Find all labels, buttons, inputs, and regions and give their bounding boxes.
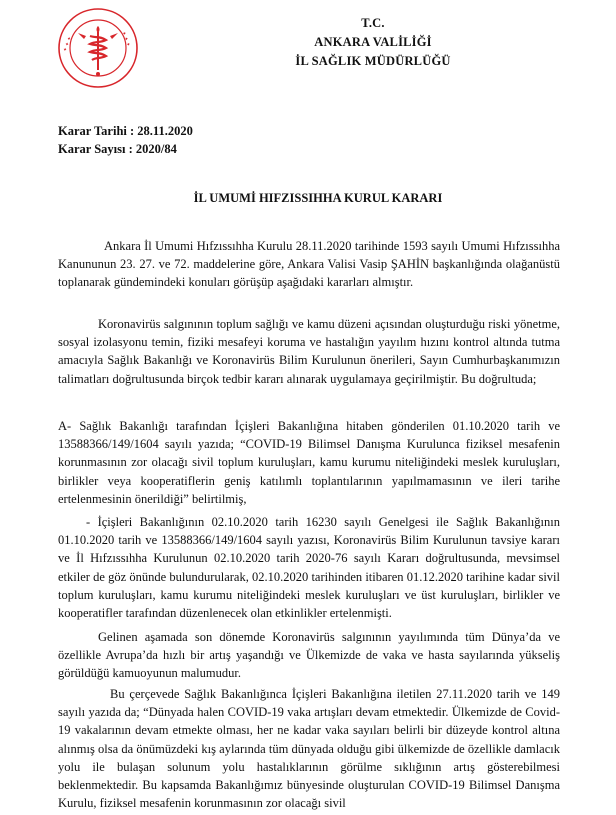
country-line: T.C.	[361, 16, 385, 30]
paragraph-section-a: A- Sağlık Bakanlığı tarafından İçişleri Bakanlığına hitaben gönderilen 01.10.2020 tarih ve 13588366/149/1604 sayılı yazıda; “COVID-19 Bilimsel Danışma Kurulunca fiziksel mesafenin korunmasının zor olacağı sivil toplum kuruluşları, kamu kurumu niteliğindeki meslek kuruluşları, birlikler veya kooperatiflerin geniş katılımlı toplantılarının yapılmamasının ve ileri tarihe ertelenmesinin önerildiği” belirtilmiş,	[58, 419, 560, 506]
issuing-authority	[0, 14, 616, 71]
document-title-text: İL UMUMİ HIFZISSIHHA KURUL KARARI	[193, 191, 443, 205]
decision-meta	[58, 122, 193, 158]
paragraph-intro: Ankara İl Umumi Hıfzıssıhha Kurulu 28.11.2020 tarihinde 1593 sayılı Umumi Hıfzıssıhha Kanununun 23. 27. ve 72. maddelerine göre, Ankara Valisi Vasip ŞAHİN başkanlığında olağanüstü toplanarak gündemindeki konuları görüşüp aşağıdaki kararları almıştır.	[58, 239, 560, 290]
svg-text:✦ ✦ ✦: ✦ ✦ ✦	[62, 35, 74, 53]
paragraph-ministry-letter: Bu çerçevede Sağlık Bakanlığınca İçişleri Bakanlığına iletilen 27.11.2020 tarih ve 149 sayılı yazıda da; “Dünyada halen COVID-19 vaka artışları devam etmektedir. Ülkemizde de Covid-19 vakalarının devam etmekte olması, her ne kadar vaka sayıları belirli bir düzeyde kontrol altına alınmış olsa da önümüzdeki kış aylarında tüm dünyada olduğu gibi ülkemizde de özellikle damlacık yolu ile bulaşan solunum yolu hastalıklarının görülme sıklığının artış gösterebilmesi beklenmektedir. Bu kapsamda Bakanlığımız bünyesinde oluşturulan COVID-19 Bilimsel Danışma Kurulu, fiziksel mesafenin korunmasının zor olacağı sivil	[58, 687, 560, 811]
decision-date: Karar Tarihi : 28.11.2020	[58, 124, 193, 138]
paragraph-current-situation: Gelinen aşamada son dönemde Koronavirüs salgınının yayılımında tüm Dünya’da ve özellikle Avrupa’da hızlı bir artış yaşandığı ve Ülkemizde de vaka ve hasta sayılarında yükseliş görüldüğü kamuoyunun malumudur.	[58, 630, 560, 681]
governorship-line: ANKARA VALİLİĞİ	[314, 35, 432, 49]
paragraph-ministry-circular: - İçişleri Bakanlığının 02.10.2020 tarih 16230 sayılı Genelgesi ile Sağlık Bakanlığının 01.10.2020 tarih ve 13588366/149/1604 sayılı yazısı, Koronavirüs Bilim Kurulunun tavsiye kararı ve İl Hıfzıssıhha Kurulunun 02.10.2020 tarih 2020-76 sayılı Kararı doğrultusunda, mevsimsel etkiler de göz önünde bulundurularak, 02.10.2020 tarihinden itibaren 01.12.2020 tarihine kadar sivil toplum kuruluşları, kamu kurumu niteliğindeki meslek kuruluşları ve üst kuruluşları, birlikler ve kooperatifler tarafından düzenlenecek olan etkinlikler ertelenmişti.	[58, 515, 560, 621]
directorate-line: İL SAĞLIK MÜDÜRLÜĞÜ	[295, 54, 451, 68]
paragraph-context: Koronavirüs salgınının toplum sağlığı ve kamu düzeni açısından oluşturduğu riski yönetme, sosyal izolasyonu temin, fiziki mesafeyi koruma ve hastalığın yayılım hızını kontrol altında tutma amacıyla Sağlık Bakanlığı ve Koronavirüs Bilim Kurulunun önerileri, Sayın Cumhurbaşkanımızın talimatları doğrultusunda birçok tedbir kararı alınarak uygulamaya geçirilmiştir. Bu doğrultuda;	[58, 317, 560, 386]
document-title	[0, 191, 616, 206]
svg-text:✦ ✦ ✦: ✦ ✦ ✦	[120, 30, 132, 48]
decision-number: Karar Sayısı : 2020/84	[58, 142, 177, 156]
